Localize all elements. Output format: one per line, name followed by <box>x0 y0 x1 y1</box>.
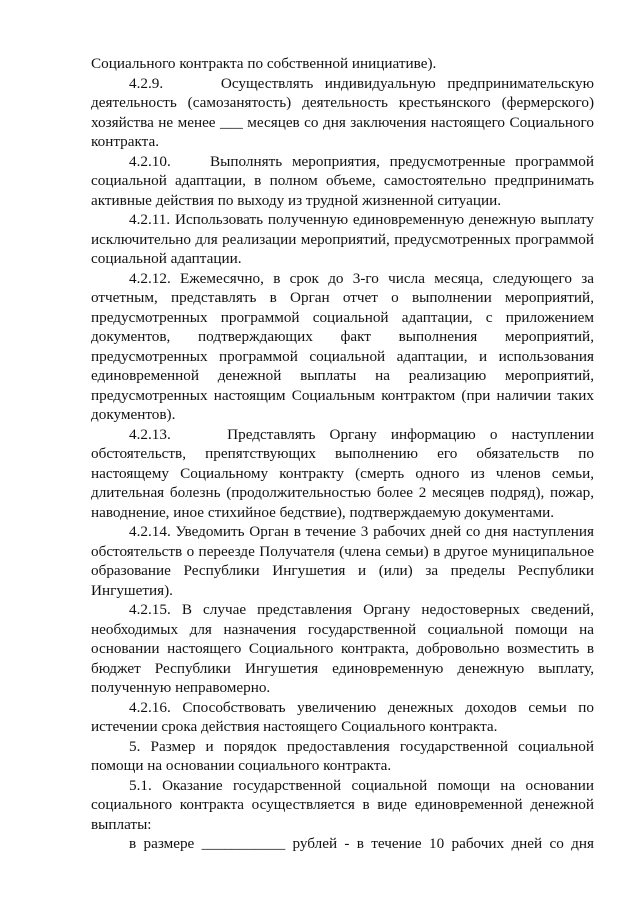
paragraph-4-2-12: 4.2.12. Ежемесячно, в срок до 3-го числа месяца, следующего за отчетным, представлять в Орган отчет о выполнении мероприятий, предусмотренных программой социальной адаптации, с приложением документов, подтверждающих факт выполнения мероприятий, предусмотренных программой социальной адаптации, и использования единовременной денежной выплаты на реализацию мероприятий, предусмотренных настоящим Социальным контрактом (при наличии таких документов). <box>91 269 594 423</box>
paragraph-4-2-15: 4.2.15. В случае представления Органу недостоверных сведений, необходимых для назначения государственной социальной помощи на основании настоящего Социального контракта, добровольно возместить в бюджет Республики Ингушетия единовременную денежную выплату, полученную неправомерно. <box>91 601 594 696</box>
paragraph-continuation: Социального контракта по собственной инициативе). <box>91 55 437 72</box>
paragraph-4-2-13: 4.2.13. Представлять Органу информацию о наступлении обстоятельств, препятствующих выполнению его обязательств по настоящему Социальному контракту (смерть одного из членов семьи, длительная болезнь (продолжительностью более 2 месяцев подряд), пожар, наводнение, иное стихийное бедствие), подтверждаемую документами. <box>91 425 594 521</box>
paragraph-payment-amount: в размере ___________ рублей - в течение 10 рабочих дней со дня <box>129 835 594 852</box>
paragraph-4-2-11: 4.2.11. Использовать полученную единовременную денежную выплату исключительно для реализации мероприятий, предусмотренных программой социальной адаптации. <box>91 211 594 267</box>
paragraph-5-1: 5.1. Оказание государственной социальной помощи на основании социального контракта осуществляется в виде единовременной денежной выплаты: <box>91 776 594 833</box>
paragraph-4-2-16: 4.2.16. Способствовать увеличению денежных доходов семьи по истечении срока действия настоящего Социального контракта. <box>91 698 594 735</box>
paragraph-4-2-14: 4.2.14. Уведомить Орган в течение 3 рабочих дней со дня наступления обстоятельств о переезде Получателя (члена семьи) в другое муниципальное образование Республики Ингушетия и (или) за пределы Республики Ингушетия). <box>91 523 594 599</box>
document-page <box>91 54 594 854</box>
paragraph-4-2-9: 4.2.9. Осуществлять индивидуальную предпринимательскую деятельность (самозанятость) деятельность крестьянского (фермерского) хозяйства не менее ___ месяцев со дня заключения настоящего Социального контракта. <box>91 74 594 150</box>
paragraph-4-2-10: 4.2.10. Выполнять мероприятия, предусмотренные программой социальной адаптации, в полном объеме, самостоятельно предпринимать активные действия по выходу из трудной жизненной ситуации. <box>91 152 594 209</box>
section-5-heading: 5. Размер и порядок предоставления государственной социальной помощи на основании социального контракта. <box>91 737 594 774</box>
